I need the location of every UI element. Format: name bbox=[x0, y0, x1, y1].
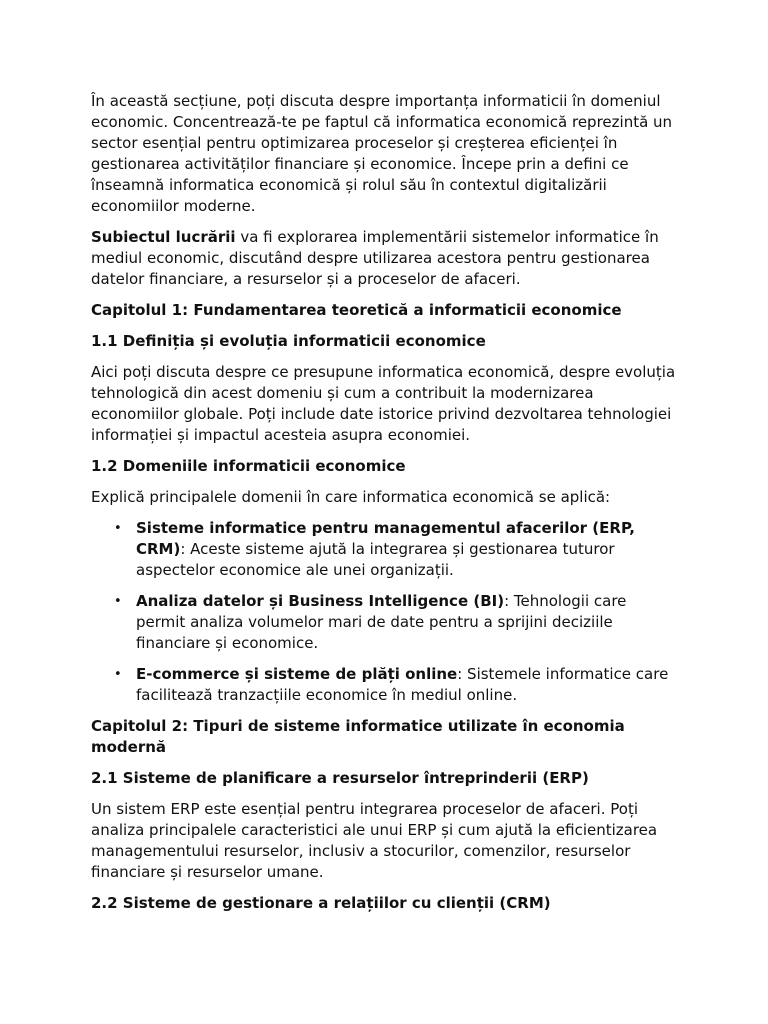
subject-label: Subiectul lucrării bbox=[91, 228, 236, 246]
bullet-icon: • bbox=[114, 667, 122, 682]
section-2-1-title: 2.1 Sisteme de planificare a resurselor întreprinderii (ERP) bbox=[91, 769, 589, 787]
section-1-2-text: Explică principalele domenii în care informatica economică se aplică: bbox=[91, 488, 611, 506]
section-1-1-title: 1.1 Definiția și evoluția informaticii economice bbox=[91, 332, 486, 350]
subject-paragraph bbox=[91, 227, 680, 290]
list-item bbox=[114, 591, 680, 654]
list-item-term: Analiza datelor și Business Intelligence (BI) bbox=[136, 592, 505, 610]
chapter-1-title: Capitolul 1: Fundamentarea teoretică a informaticii economice bbox=[91, 301, 622, 319]
bullet-icon: • bbox=[114, 594, 122, 609]
list-item-text: : Sistemele informatice care facilitează tranzacțiile economice în mediul online. bbox=[136, 665, 669, 704]
list-item-text: : Aceste sisteme ajută la integrarea și gestionarea tuturor aspectelor economice ale unei organizații. bbox=[136, 540, 615, 579]
intro-paragraph: În această secțiune, poți discuta despre importanța informaticii în domeniul economic. Concentrează-te pe faptul că informatica economică reprezintă un sector esențial pentru optimizarea proceselor și creșterea eficienței în gestionarea activităților financiare și economice. Începe prin a defini ce înseamnă informatica economică și rolul său în contextul digitalizării economiilor moderne. bbox=[91, 92, 673, 215]
list-item-text: : Tehnologii care permit analiza volumelor mari de date pentru a sprijini deciziile financiare și economice. bbox=[136, 592, 627, 652]
subject-text: va fi explorarea implementării sistemelor informatice în mediul economic, discutând despre utilizarea acestora pentru gestionarea datelor financiare, a resurselor și a proceselor de afaceri. bbox=[91, 228, 659, 288]
section-1-2-title: 1.2 Domeniile informaticii economice bbox=[91, 457, 406, 475]
section-2-2-title: 2.2 Sisteme de gestionare a relațiilor cu clienții (CRM) bbox=[91, 894, 551, 912]
list-item bbox=[114, 518, 680, 581]
chapter-2-title: Capitolul 2: Tipuri de sisteme informatice utilizate în economia modernă bbox=[91, 717, 625, 756]
domains-list bbox=[91, 518, 680, 706]
list-item-term: E-commerce și sisteme de plăți online bbox=[136, 665, 458, 683]
section-2-1-text: Un sistem ERP este esențial pentru integrarea proceselor de afaceri. Poți analiza principalele caracteristici ale unui ERP și cum ajută la eficientizarea managementului resurselor, inclusiv a stocurilor, comenzilor, resurselor financiare și resurselor umane. bbox=[91, 800, 658, 881]
list-item bbox=[114, 664, 680, 706]
list-item-term: Sisteme informatice pentru managementul afacerilor (ERP, CRM) bbox=[136, 519, 635, 558]
section-1-1-text: Aici poți discuta despre ce presupune informatica economică, despre evoluția tehnologică din acest domeniu și cum a contribuit la modernizarea economiilor globale. Poți include date istorice privind dezvoltarea tehnologiei informației și impactul acesteia asupra economiei. bbox=[91, 363, 676, 444]
bullet-icon: • bbox=[114, 521, 122, 536]
